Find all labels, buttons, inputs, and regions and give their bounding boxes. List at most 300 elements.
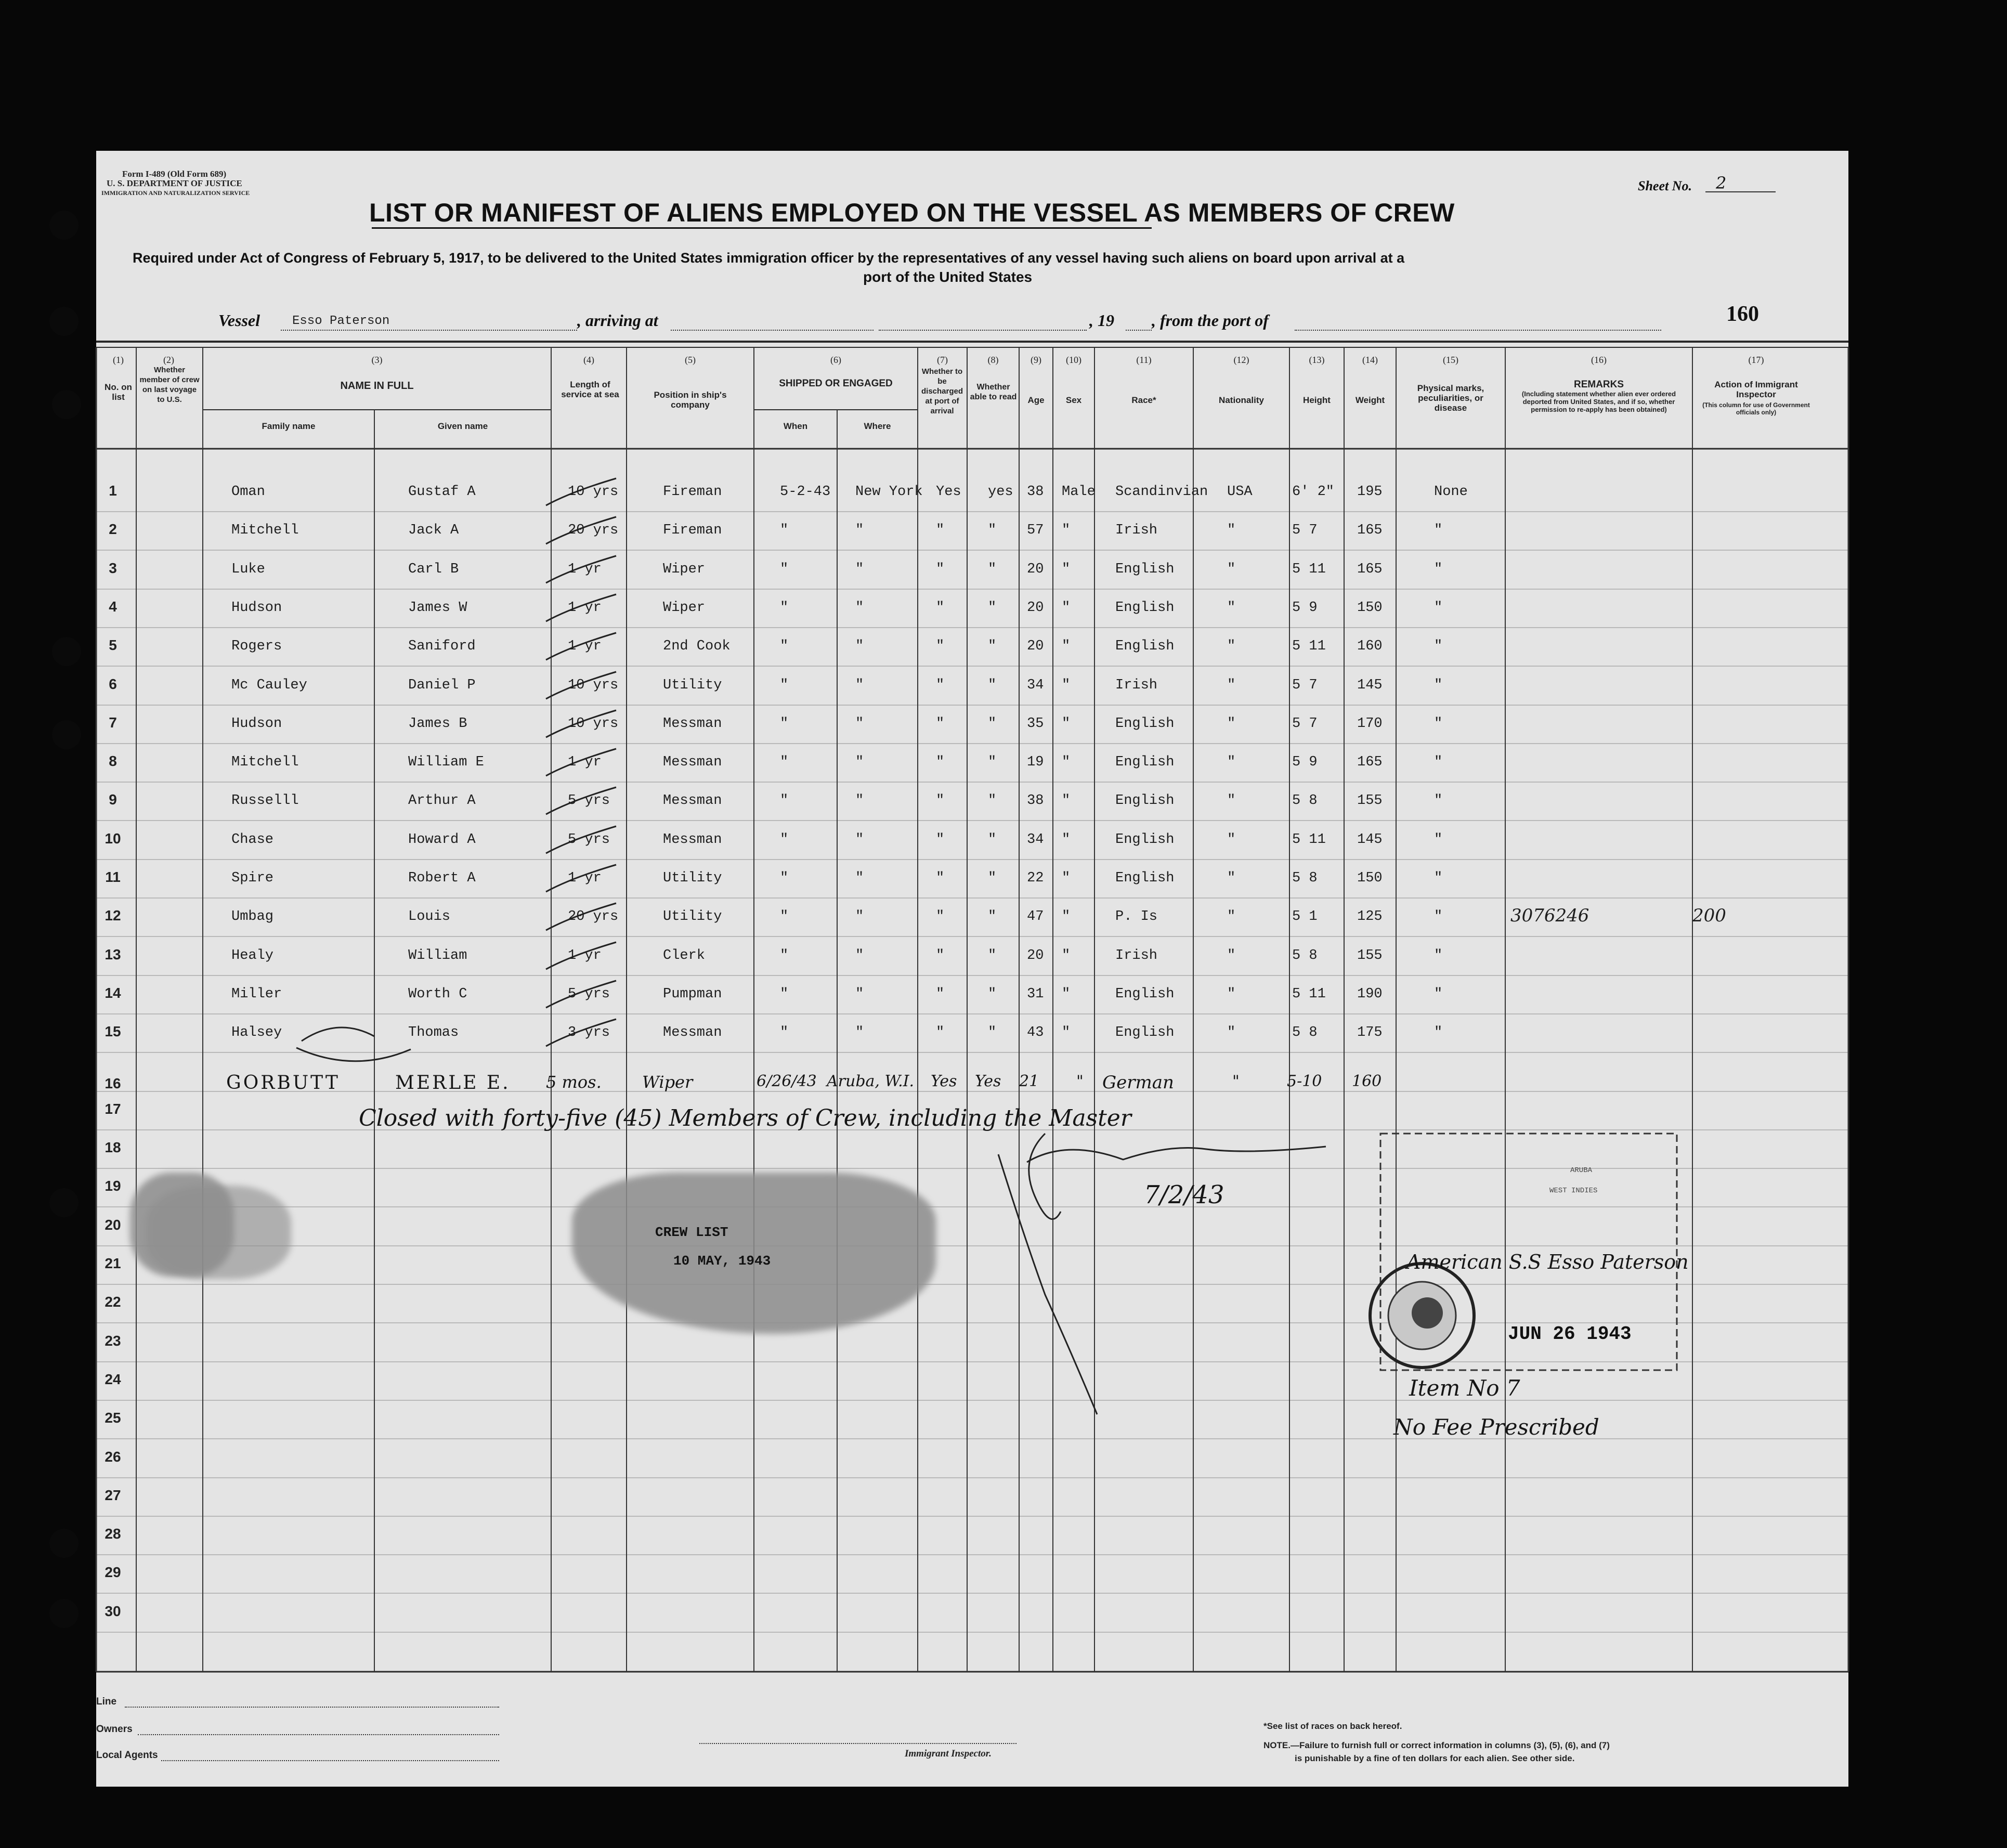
- row-number: 30: [105, 1603, 121, 1619]
- cell-discharged: ": [936, 754, 945, 770]
- cell-age: 20: [1027, 639, 1044, 654]
- cell-race: English: [1115, 832, 1175, 848]
- cell-read: ": [988, 986, 997, 1002]
- cell-when: ": [780, 600, 789, 616]
- cell-when: ": [780, 832, 789, 848]
- page-number: 160: [1726, 302, 1759, 326]
- row-number: 6: [109, 676, 117, 692]
- cell-age: 38: [1027, 484, 1044, 500]
- row-number: 9: [109, 791, 117, 808]
- cell-height: 5 8: [1292, 793, 1318, 809]
- races-note: *See list of races on back hereof.: [1263, 1721, 1402, 1731]
- age: 21: [1019, 1072, 1039, 1090]
- cell-height: 6' 2": [1292, 484, 1335, 500]
- cell-discharged: ": [936, 600, 945, 616]
- cell-sex: ": [1062, 948, 1071, 964]
- cell-read: ": [988, 562, 997, 577]
- colnum-11: (11): [1136, 355, 1152, 365]
- consular-date-stamp: JUN 26 1943: [1508, 1323, 1632, 1345]
- cell-service: 20 yrs: [568, 909, 619, 925]
- cell-marks: ": [1434, 832, 1443, 848]
- cell-sex: ": [1062, 600, 1071, 616]
- cell-where: ": [855, 716, 864, 732]
- penalty-note-1: NOTE.—Failure to furnish full or correct information in columns (3), (5), (6), and (7): [1263, 1740, 1610, 1750]
- arriving-label: , arriving at: [577, 311, 658, 330]
- cell-race: English: [1115, 1025, 1175, 1040]
- cell-weight: 160: [1357, 639, 1383, 654]
- cell-nationality: ": [1227, 678, 1236, 693]
- col-header-family: Family name: [262, 421, 316, 431]
- col-header-sex: Sex: [1065, 395, 1082, 405]
- cell-age: 31: [1027, 986, 1044, 1002]
- cell-when: ": [780, 986, 789, 1002]
- cell-position: Fireman: [663, 523, 722, 538]
- row-number: 3: [109, 560, 117, 576]
- cell-height: 5 9: [1292, 600, 1318, 616]
- cell-when: ": [780, 793, 789, 809]
- colnum-4: (4): [583, 355, 594, 365]
- cell-where: ": [855, 870, 864, 886]
- cell-sex: ": [1062, 562, 1071, 577]
- service-length: 5 mos.: [546, 1072, 602, 1092]
- cell-service: 3 yrs: [568, 1025, 610, 1040]
- cell-read: ": [988, 678, 997, 693]
- cell-read: ": [988, 523, 997, 538]
- cell-family: Russelll: [231, 793, 299, 809]
- cell-discharged: ": [936, 948, 945, 964]
- cell-where: ": [855, 562, 864, 577]
- nationality: ": [1232, 1072, 1240, 1090]
- inspector-line: [699, 1743, 1016, 1744]
- cell-discharged: ": [936, 716, 945, 732]
- cell-where: ": [855, 793, 864, 809]
- footer-line-label: Line: [96, 1696, 117, 1707]
- cell-discharged: Yes: [936, 484, 961, 500]
- cell-service: 5 yrs: [568, 832, 610, 848]
- cell-service: 1 yr: [568, 870, 602, 886]
- cell-race: English: [1115, 870, 1175, 886]
- cell-family: Hudson: [231, 600, 282, 616]
- cell-age: 34: [1027, 678, 1044, 693]
- colnum-7: (7): [937, 355, 948, 365]
- closing-note: Closed with forty-five (45) Members of Crew, including the Master: [359, 1105, 1131, 1131]
- cell-service: 1 yr: [568, 562, 602, 577]
- cell-when: ": [780, 523, 789, 538]
- cell-position: Fireman: [663, 484, 722, 500]
- cell-where: ": [855, 909, 864, 925]
- cell-sex: ": [1062, 716, 1071, 732]
- colnum-6: (6): [830, 355, 841, 365]
- cell-marks: None: [1434, 484, 1468, 500]
- cell-race: Irish: [1115, 523, 1158, 538]
- cell-when: ": [780, 562, 789, 577]
- row-number: 22: [105, 1294, 121, 1310]
- cell-race: English: [1115, 716, 1175, 732]
- footer-owners-label: Owners: [96, 1724, 133, 1735]
- cell-nationality: ": [1227, 600, 1236, 616]
- row-number: 15: [105, 1023, 121, 1039]
- cell-position: Utility: [663, 909, 722, 925]
- race: German: [1102, 1072, 1174, 1093]
- cell-where: ": [855, 948, 864, 964]
- row-number: 12: [105, 907, 121, 923]
- cell-remarks: 3076246: [1510, 905, 1589, 926]
- service-name: IMMIGRATION AND NATURALIZATION SERVICE: [101, 189, 250, 197]
- cell-given: Jack A: [408, 523, 459, 538]
- vessel-label: Vessel: [218, 311, 260, 330]
- cell-discharged: ": [936, 639, 945, 654]
- cell-marks: ": [1434, 523, 1443, 538]
- col-header-remarks-note: (Including statement whether alien ever ordered deported from United States, and if so, whether permission to re-apply has been obtained): [1521, 390, 1676, 413]
- cell-given: William E: [408, 754, 484, 770]
- cell-family: Miller: [231, 986, 282, 1002]
- cell-where: ": [855, 639, 864, 654]
- colnum-15: (15): [1443, 355, 1458, 365]
- cell-sex: ": [1062, 870, 1071, 886]
- crew-list-stamp-date: 10 MAY, 1943: [673, 1253, 771, 1269]
- row-number: 20: [105, 1217, 121, 1233]
- sex: ": [1076, 1072, 1084, 1090]
- cell-race: P. Is: [1115, 909, 1158, 925]
- cell-race: Irish: [1115, 678, 1158, 693]
- cell-marks: ": [1434, 986, 1443, 1002]
- colnum-13: (13): [1309, 355, 1325, 365]
- cell-service: 1 yr: [568, 600, 602, 616]
- cell-when: ": [780, 1025, 789, 1040]
- cell-discharged: ": [936, 832, 945, 848]
- cell-discharged: ": [936, 1025, 945, 1040]
- cell-race: Irish: [1115, 948, 1158, 964]
- cell-nationality: ": [1227, 793, 1236, 809]
- cell-position: Messman: [663, 832, 722, 848]
- col-header-read: Whether able to read: [970, 383, 1017, 401]
- consular-place: ARUBA: [1570, 1166, 1593, 1175]
- footer-owners-field: [138, 1734, 499, 1735]
- colnum-10: (10): [1066, 355, 1081, 365]
- item-note: Item No 7: [1409, 1375, 1520, 1401]
- vessel-name: Esso Paterson: [292, 314, 390, 328]
- cell-nationality: ": [1227, 909, 1236, 925]
- cell-when: ": [780, 639, 789, 654]
- cell-service: 1 yr: [568, 639, 602, 654]
- from-port-label: , from the port of: [1152, 311, 1269, 330]
- cell-nationality: USA: [1227, 484, 1253, 500]
- stain-left-2: [146, 1186, 291, 1279]
- cell-marks: ": [1434, 754, 1443, 770]
- cell-discharged: ": [936, 793, 945, 809]
- cell-service: 10 yrs: [568, 678, 619, 693]
- colnum-12: (12): [1233, 355, 1249, 365]
- cell-weight: 195: [1357, 484, 1383, 500]
- cell-height: 5 1: [1292, 909, 1318, 925]
- cell-nationality: ": [1227, 639, 1236, 654]
- cell-read: ": [988, 639, 997, 654]
- cell-sex: ": [1062, 832, 1071, 848]
- cell-given: James W: [408, 600, 467, 616]
- cell-marks: ": [1434, 562, 1443, 577]
- col-header-age: Age: [1027, 395, 1045, 405]
- document-title: LIST OR MANIFEST OF ALIENS EMPLOYED ON THE VESSEL AS MEMBERS OF CREW: [369, 198, 1455, 227]
- row-number: 14: [105, 985, 121, 1001]
- cell-race: English: [1115, 793, 1175, 809]
- given-name: MERLE E.: [395, 1072, 511, 1094]
- cell-given: Saniford: [408, 639, 476, 654]
- colnum-8: (8): [987, 355, 999, 365]
- cell-when: ": [780, 754, 789, 770]
- cell-service: 5 yrs: [568, 986, 610, 1002]
- cell-weight: 155: [1357, 793, 1383, 809]
- row-number: 27: [105, 1487, 121, 1503]
- cell-race: English: [1115, 986, 1175, 1002]
- cell-read: ": [988, 600, 997, 616]
- footer-line-field: [125, 1707, 499, 1708]
- cell-height: 5 11: [1292, 639, 1326, 654]
- cell-read: ": [988, 716, 997, 732]
- cell-when: ": [780, 948, 789, 964]
- cell-weight: 165: [1357, 562, 1383, 577]
- colnum-2: (2): [163, 355, 174, 365]
- cell-where: ": [855, 678, 864, 693]
- cell-height: 5 9: [1292, 754, 1318, 770]
- cell-discharged: ": [936, 523, 945, 538]
- cell-weight: 145: [1357, 678, 1383, 693]
- cell-where: ": [855, 600, 864, 616]
- cell-weight: 150: [1357, 870, 1383, 886]
- cell-where: ": [855, 1025, 864, 1040]
- row-number: 4: [109, 598, 117, 615]
- cell-family: Mitchell: [231, 754, 299, 770]
- cell-read: ": [988, 832, 997, 848]
- col-header-action: Action of Immigrant Inspector: [1714, 380, 1798, 399]
- cell-read: ": [988, 948, 997, 964]
- height: 5-10: [1287, 1072, 1322, 1090]
- cell-family: Hudson: [231, 716, 282, 732]
- row-number: 25: [105, 1410, 121, 1426]
- cell-race: English: [1115, 562, 1175, 577]
- cell-weight: 145: [1357, 832, 1383, 848]
- cell-age: 20: [1027, 948, 1044, 964]
- cell-read: ": [988, 754, 997, 770]
- cell-marks: ": [1434, 678, 1443, 693]
- cell-family: Luke: [231, 562, 265, 577]
- cell-position: Messman: [663, 793, 722, 809]
- crew-list-stamp: CREW LIST: [655, 1225, 728, 1240]
- cell-height: 5 8: [1292, 870, 1318, 886]
- cell-family: Mitchell: [231, 523, 299, 538]
- col-header-shipped: SHIPPED OR ENGAGED: [779, 378, 893, 389]
- year-label: , 19: [1089, 311, 1114, 330]
- cell-weight: 165: [1357, 754, 1383, 770]
- cell-weight: 175: [1357, 1025, 1383, 1040]
- cell-age: 35: [1027, 716, 1044, 732]
- row-number: 17: [105, 1101, 121, 1117]
- cell-height: 5 8: [1292, 1025, 1318, 1040]
- col-header-position: Position in ship's company: [654, 390, 727, 410]
- cell-where: New York: [855, 484, 923, 500]
- row-number: 7: [109, 714, 117, 731]
- cell-age: 22: [1027, 870, 1044, 886]
- row-number: 2: [109, 521, 117, 537]
- col-header-name: NAME IN FULL: [340, 380, 414, 392]
- cell-family: Chase: [231, 832, 274, 848]
- footer-agents-label: Local Agents: [96, 1750, 158, 1761]
- cell-sex: ": [1062, 523, 1071, 538]
- row-number: 29: [105, 1564, 121, 1580]
- cell-sex: ": [1062, 909, 1071, 925]
- cell-where: ": [855, 832, 864, 848]
- cell-sex: ": [1062, 793, 1071, 809]
- cell-marks: ": [1434, 639, 1443, 654]
- col-header-action-note: (This column for use of Government officials only): [1702, 401, 1810, 416]
- cell-weight: 125: [1357, 909, 1383, 925]
- cell-position: Pumpman: [663, 986, 722, 1002]
- cell-nationality: ": [1227, 1025, 1236, 1040]
- sheet-label: Sheet No.: [1638, 178, 1692, 193]
- cell-marks: ": [1434, 909, 1443, 925]
- row-number: 19: [105, 1178, 121, 1194]
- cell-family: Rogers: [231, 639, 282, 654]
- cell-nationality: ": [1227, 986, 1236, 1002]
- row-number: 24: [105, 1371, 121, 1387]
- cell-family: Spire: [231, 870, 274, 886]
- colnum-3: (3): [371, 355, 383, 365]
- row-number: 5: [109, 637, 117, 653]
- cell-weight: 190: [1357, 986, 1383, 1002]
- cell-where: ": [855, 523, 864, 538]
- cell-weight: 155: [1357, 948, 1383, 964]
- footer-inspector-label: Immigrant Inspector.: [905, 1748, 992, 1759]
- cell-height: 5 7: [1292, 716, 1318, 732]
- cell-age: 19: [1027, 754, 1044, 770]
- signature-date: 7/2/43: [1144, 1180, 1224, 1209]
- consular-vessel: American S.S Esso Paterson: [1406, 1251, 1689, 1273]
- row-number: 23: [105, 1333, 121, 1349]
- position: Wiper: [642, 1072, 693, 1092]
- department-name: U. S. DEPARTMENT OF JUSTICE: [107, 178, 242, 188]
- cell-marks: ": [1434, 1025, 1443, 1040]
- cell-weight: 165: [1357, 523, 1383, 538]
- col-header-service: Length of service at sea: [561, 380, 619, 399]
- cell-position: Wiper: [663, 600, 706, 616]
- cell-race: English: [1115, 600, 1175, 616]
- cell-nationality: ": [1227, 948, 1236, 964]
- row-number: 26: [105, 1449, 121, 1465]
- cell-nationality: ": [1227, 523, 1236, 538]
- cell-family: Umbag: [231, 909, 274, 925]
- row-number: 16: [105, 1075, 121, 1091]
- row-number: 21: [105, 1255, 121, 1271]
- cell-when: ": [780, 716, 789, 732]
- cell-discharged: ": [936, 562, 945, 577]
- cell-height: 5 7: [1292, 523, 1318, 538]
- cell-height: 5 11: [1292, 986, 1326, 1002]
- row-number: 28: [105, 1526, 121, 1542]
- cell-given: Worth C: [408, 986, 467, 1002]
- cell-sex: ": [1062, 754, 1071, 770]
- col-header-where: Where: [864, 421, 891, 431]
- cell-discharged: ": [936, 986, 945, 1002]
- row-number: 11: [105, 869, 121, 885]
- cell-age: 20: [1027, 600, 1044, 616]
- col-header-marks: Physical marks, peculiarities, or disease: [1417, 383, 1484, 413]
- shipped-when: 6/26/43: [757, 1072, 817, 1090]
- cell-position: 2nd Cook: [663, 639, 731, 654]
- cell-marks: ": [1434, 716, 1443, 732]
- family-name: GORBUTT: [226, 1072, 340, 1094]
- col-header-remarks: REMARKS: [1573, 379, 1624, 390]
- cell-weight: 170: [1357, 716, 1383, 732]
- cell-service: 10 yrs: [568, 716, 619, 732]
- col-header-height: Height: [1303, 395, 1331, 405]
- cell-race: English: [1115, 754, 1175, 770]
- row-number: 10: [105, 830, 121, 847]
- cell-height: 5 8: [1292, 948, 1318, 964]
- cell-marks: ": [1434, 600, 1443, 616]
- cell-age: 47: [1027, 909, 1044, 925]
- document-subtitle-1: Required under Act of Congress of February 5, 1917, to be delivered to the United States immigration officer by the representatives of any vessel having such aliens on board upon arrival at a: [133, 250, 1405, 266]
- col-header-weight: Weight: [1355, 395, 1385, 405]
- cell-family: Oman: [231, 484, 265, 500]
- row-number: 18: [105, 1139, 121, 1155]
- col-header-discharged: Whether to be discharged at port of arrival: [921, 367, 963, 415]
- cell-read: yes: [988, 484, 1013, 500]
- col-header-no: No. on list: [105, 382, 132, 402]
- row-number: 1: [109, 483, 117, 499]
- cell-read: ": [988, 870, 997, 886]
- cell-race: English: [1115, 639, 1175, 654]
- cell-read: ": [988, 793, 997, 809]
- cell-sex: ": [1062, 639, 1071, 654]
- cell-given: Thomas: [408, 1025, 459, 1040]
- row-number: 13: [105, 946, 121, 962]
- cell-service: 1 yr: [568, 948, 602, 964]
- able-to-read: Yes: [975, 1072, 1001, 1090]
- cell-given: William: [408, 948, 467, 964]
- cell-position: Messman: [663, 754, 722, 770]
- cell-given: Gustaf A: [408, 484, 476, 500]
- cell-sex: Male: [1062, 484, 1096, 500]
- cell-nationality: ": [1227, 870, 1236, 886]
- cell-action: 200: [1692, 905, 1726, 926]
- cell-given: Daniel P: [408, 678, 476, 693]
- cell-sex: ": [1062, 678, 1071, 693]
- colnum-5: (5): [685, 355, 696, 365]
- col-header-last-voyage: Whether member of crew on last voyage to U.S.: [139, 366, 200, 404]
- cell-position: Messman: [663, 1025, 722, 1040]
- cell-age: 34: [1027, 832, 1044, 848]
- colnum-9: (9): [1031, 355, 1041, 365]
- penalty-note-2: is punishable by a fine of ten dollars for each alien. See other side.: [1295, 1753, 1575, 1763]
- col-header-given: Given name: [437, 421, 488, 431]
- cell-read: ": [988, 1025, 997, 1040]
- cell-sex: ": [1062, 986, 1071, 1002]
- discharged: Yes: [931, 1072, 957, 1090]
- cell-nationality: ": [1227, 754, 1236, 770]
- cell-read: ": [988, 909, 997, 925]
- cell-given: Arthur A: [408, 793, 476, 809]
- cell-nationality: ": [1227, 832, 1236, 848]
- cell-given: Robert A: [408, 870, 476, 886]
- col-header-nationality: Nationality: [1219, 395, 1264, 405]
- cell-service: 1 yr: [568, 754, 602, 770]
- cell-marks: ": [1434, 948, 1443, 964]
- weight: 160: [1352, 1072, 1382, 1090]
- form-number: Form I-489 (Old Form 689): [122, 169, 227, 179]
- cell-given: Carl B: [408, 562, 459, 577]
- cell-position: Messman: [663, 716, 722, 732]
- cell-service: 10 yrs: [568, 484, 619, 500]
- cell-position: Clerk: [663, 948, 706, 964]
